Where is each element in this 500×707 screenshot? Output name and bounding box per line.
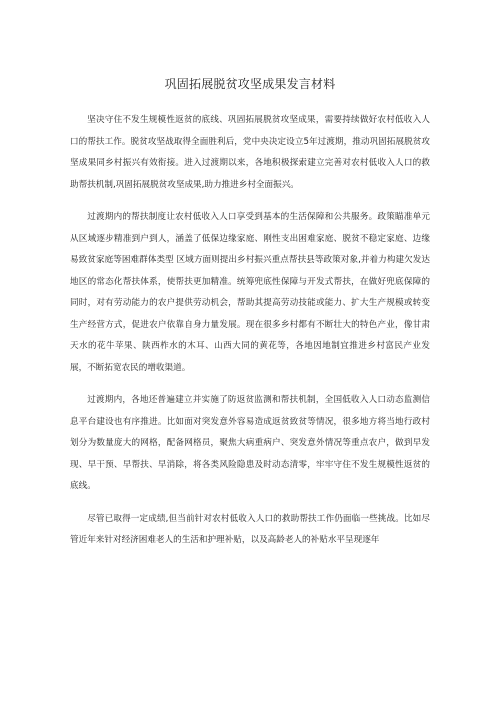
paragraph-1: 坚决守住不发生规模性返贫的底线、巩固拓展脱贫攻坚成果，需要持续做好农村低收入人口的帮扶工作。脱贫攻坚战取得全面胜利后，党中央决定设立5年过渡期，推动巩固拓展脱贫攻坚成果同乡村振兴有效衔接。进入过渡期以来，各地积极探索建立完善对农村低收入人口的救助帮扶机制,巩固拓展脱贫攻坚成果,助力推进乡村全面振兴。 [70, 115, 430, 190]
paragraph-3: 过渡期内，各地还普遍建立并实施了防返贫监测和帮扶机制，全国低收入人口动态监测信息平台建设也有序推进。比如面对突发意外容易造成返贫致贫等情况，很多地方将当地行政村划分为数量庞大的网格，配备网格员，聚焦大病重病户、突发意外情况等重点农户，做到早发现、早干预、早帮扶、早消除，将各类风险隐患及时动态清零，牢牢守住不发生规模性返贫的底线。 [70, 395, 430, 491]
paragraph-2: 过渡期内的帮扶制度让农村低收入人口享受到基本的生活保障和公共服务。政策瞄准单元从区域逐步精准到户到人，涵盖了低保边缘家庭、刚性支出困难家庭、脱贫不稳定家庭、边缘易致贫家庭等困难群体类型 区域方面则提出乡村振兴重点帮扶县等政策对象,并着力构建欠发达地区的常态化帮扶体系，使帮扶更加精准。统筹兜底性保障与开发式帮扶，在做好兜底保障的同时，对有劳动能力的农户提供劳动机会，帮助其提高劳动技能或能力、扩大生产规模或转变生产经营方式，促进农户依靠自身力量发展。现在很多乡村都有不断壮大的特色产业，像甘肃天水的花牛苹果、陕西柞水的木耳、山西大同的黄花等，各地因地制宜推进乡村富民产业发展，不断拓宽农民的增收渠道。 [70, 212, 430, 373]
paragraph-4: 尽管已取得一定成绩,但当前针对农村低收入人口的救助帮扶工作仍面临一些挑战。比如尽管近年来针对经济困难老人的生活和护理补贴，以及高龄老人的补贴水平呈现逐年 [70, 513, 430, 545]
document-title: 巩固拓展脱贫攻坚成果发言材料 [164, 77, 336, 91]
